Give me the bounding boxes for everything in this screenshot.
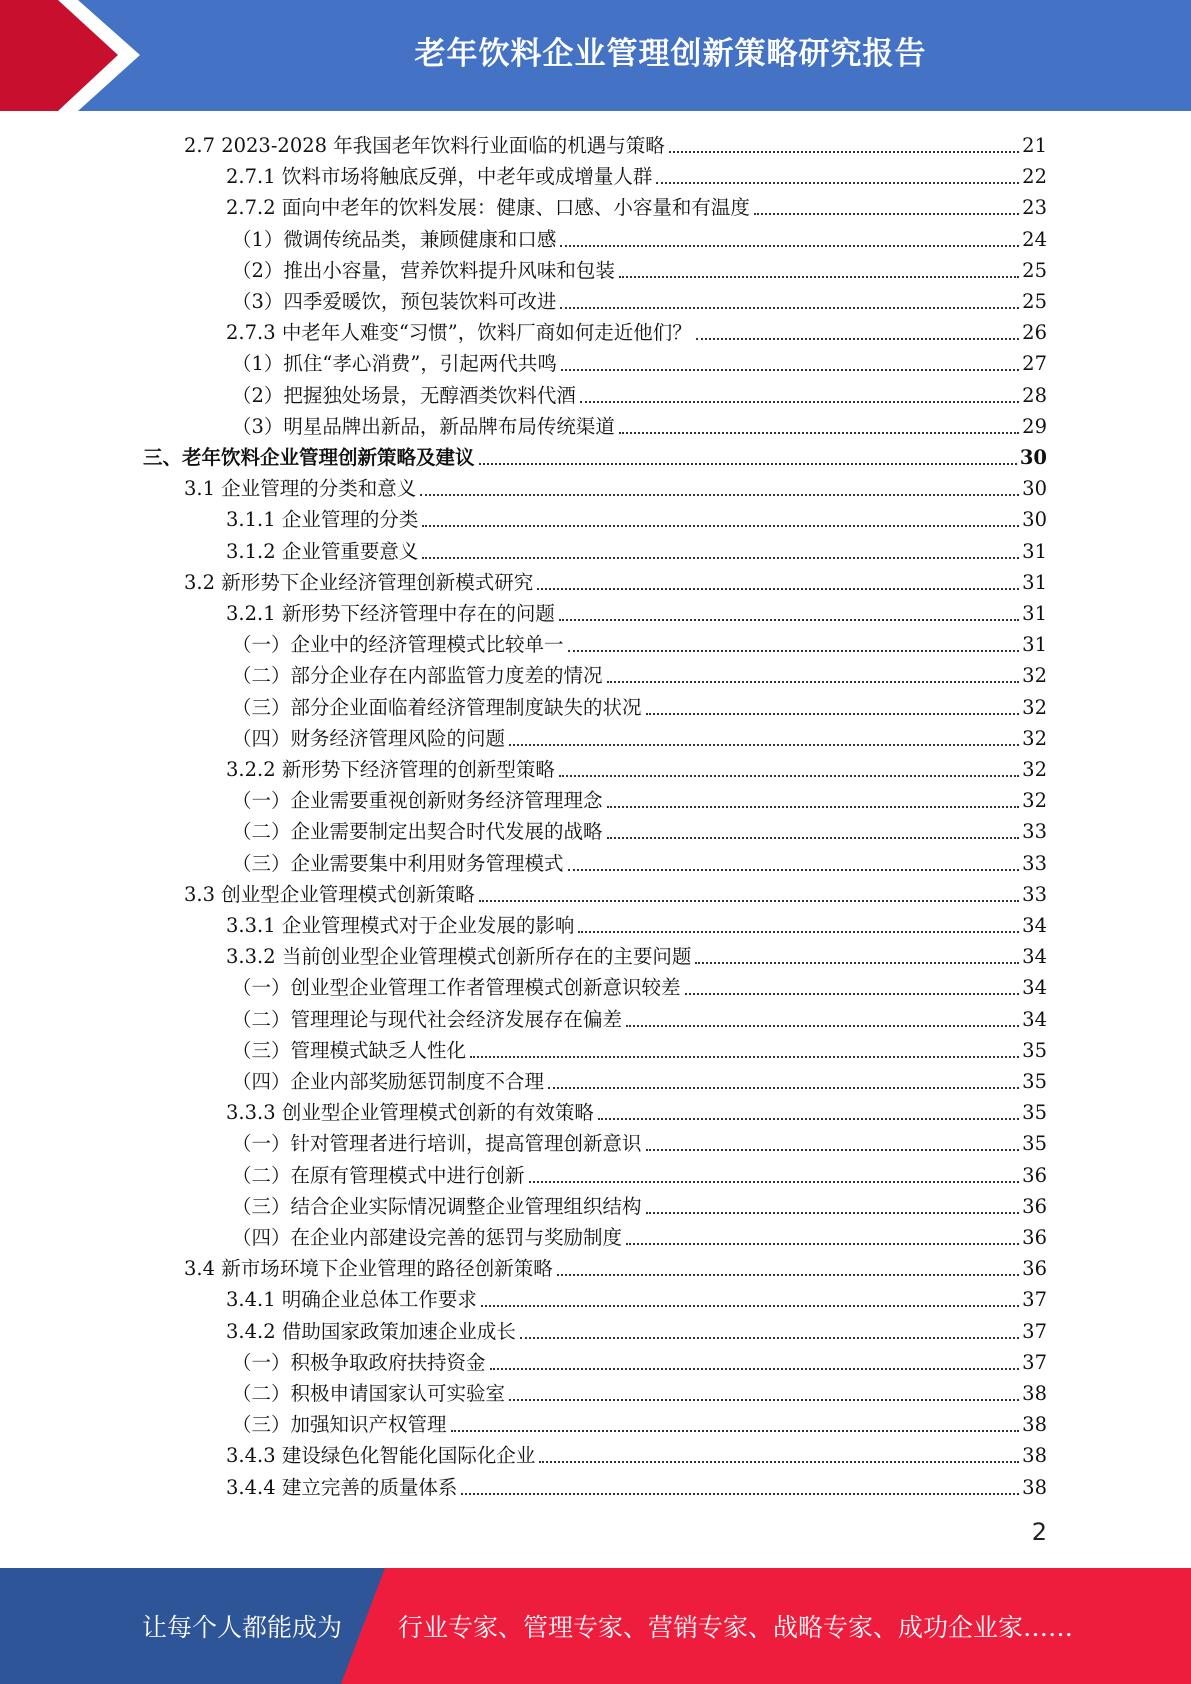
toc-entry[interactable] [232, 627, 1047, 658]
toc-entry[interactable] [232, 284, 1047, 315]
toc-entry-page: 25 [1022, 290, 1047, 313]
toc-entry-title: （3）四季爱暖饮，预包装饮料可改进 [232, 290, 557, 313]
toc-entry-title: （二）企业需要制定出契合时代发展的战略 [232, 820, 603, 844]
toc-leader-dots [685, 992, 1020, 995]
toc-entry-page: 32 [1022, 664, 1047, 688]
toc-entry[interactable] [232, 1376, 1047, 1407]
toc-entry-title: （3）明星品牌出新品，新品牌布局传统渠道 [232, 414, 615, 438]
toc-leader-dots [607, 836, 1020, 839]
toc-entry-page: 23 [1022, 196, 1047, 220]
toc-entry-title: （二）在原有管理模式中进行创新 [232, 1163, 525, 1187]
toc-entry[interactable] [143, 440, 1047, 471]
toc-leader-dots [626, 1242, 1019, 1245]
toc-entry-page: 37 [1022, 1288, 1047, 1312]
toc-entry-title: 3.1.1 企业管理的分类 [226, 508, 419, 532]
toc-leader-dots [568, 868, 1020, 871]
toc-leader-dots [646, 1211, 1020, 1214]
toc-entry-page: 22 [1022, 165, 1047, 189]
toc-entry-page: 35 [1022, 1070, 1047, 1093]
toc-entry-title: （三）企业需要集中利用财务管理模式 [232, 851, 564, 875]
toc-entry-page: 33 [1022, 820, 1047, 844]
toc-entry[interactable] [226, 315, 1047, 346]
toc-entry-title: （一）企业需要重视创新财务经济管理理念 [232, 789, 603, 813]
toc-entry[interactable] [226, 1438, 1047, 1469]
toc-entry-title: （一）积极争取政府扶持资金 [232, 1350, 486, 1374]
toc-leader-dots [481, 1304, 1019, 1307]
toc-entry-title: （四）企业内部奖励惩罚制度不合理 [232, 1070, 545, 1093]
toc-entry[interactable] [226, 939, 1047, 970]
toc-leader-dots [578, 930, 1019, 933]
toc-leader-dots [422, 556, 1019, 559]
toc-entry-title: 3.2.1 新形势下经济管理中存在的问题 [226, 602, 555, 625]
toc-entry[interactable] [232, 970, 1047, 1001]
toc-entry-title: （三）加强知识产权管理 [232, 1413, 447, 1437]
toc-leader-dots [490, 1367, 1020, 1370]
toc-entry[interactable] [226, 159, 1047, 190]
toc-entry-title: 3.3.1 企业管理模式对于企业发展的影响 [226, 914, 575, 937]
toc-entry[interactable] [232, 1220, 1047, 1251]
toc-entry-page: 32 [1022, 695, 1047, 719]
toc-entry[interactable] [184, 877, 1047, 908]
toc-entry[interactable] [232, 1126, 1047, 1157]
toc-leader-dots [607, 680, 1020, 683]
toc-entry[interactable] [226, 908, 1047, 939]
toc-entry-title: 3.3.3 创业型企业管理模式创新的有效策略 [226, 1101, 594, 1125]
toc-leader-dots [422, 524, 1019, 527]
toc-entry-title: （2）推出小容量，营养饮料提升风味和包装 [232, 258, 615, 282]
toc-leader-dots [548, 1086, 1019, 1089]
toc-entry[interactable] [232, 783, 1047, 814]
toc-entry[interactable] [232, 409, 1047, 440]
toc-entry-title: （二）管理理论与现代社会经济发展存在偏差 [232, 1007, 623, 1031]
toc-leader-dots [598, 1117, 1019, 1120]
toc-entry-page: 34 [1022, 914, 1047, 937]
toc-leader-dots [479, 462, 1017, 465]
toc-entry[interactable] [226, 752, 1047, 783]
toc-entry[interactable] [232, 690, 1047, 721]
toc-entry-title: 3.4.2 借助国家政策加速企业成长 [226, 1319, 516, 1343]
toc-entry-title: 3.4 新市场环境下企业管理的路径创新策略 [184, 1257, 553, 1281]
toc-entry[interactable] [232, 1002, 1047, 1033]
toc-entry-page: 28 [1022, 383, 1047, 407]
toc-entry-page: 32 [1022, 758, 1047, 781]
toc-leader-dots [646, 1148, 1020, 1151]
toc-entry-title: 3.4.1 明确企业总体工作要求 [226, 1288, 477, 1312]
toc-entry-title: （一）企业中的经济管理模式比较单一 [232, 633, 564, 657]
toc-entry-page: 34 [1022, 945, 1047, 969]
toc-entry[interactable] [232, 1345, 1047, 1376]
toc-entry-page: 36 [1022, 1226, 1047, 1249]
footer-slogan-right: 行业专家、管理专家、营销专家、战略专家、成功企业家…… [398, 1613, 1074, 1642]
toc-entry[interactable] [232, 1033, 1047, 1064]
toc-entry-page: 35 [1022, 1101, 1047, 1125]
toc-entry[interactable] [184, 471, 1047, 502]
toc-entry-page: 36 [1022, 1194, 1047, 1218]
toc-entry-title: 3.2.2 新形势下经济管理的创新型策略 [226, 758, 555, 781]
toc-entry-title: （一）针对管理者进行培训，提高管理创新意识 [232, 1132, 642, 1156]
toc-entry-page: 33 [1022, 882, 1047, 906]
toc-entry-page: 38 [1022, 1475, 1047, 1499]
toc-leader-dots [669, 150, 1019, 153]
toc-entry-title: 3.3 创业型企业管理模式创新策略 [184, 882, 475, 906]
toc-entry[interactable] [232, 222, 1047, 253]
toc-leader-dots [537, 587, 1019, 590]
toc-entry-page: 36 [1022, 1163, 1047, 1187]
toc-entry-title: （三）结合企业实际情况调整企业管理组织结构 [232, 1194, 642, 1218]
toc-entry-title: 2.7.1 饮料市场将触底反弹，中老年或成增量人群 [226, 165, 653, 189]
toc-entry[interactable] [232, 253, 1047, 284]
toc-leader-dots [754, 212, 1019, 215]
toc-entry-title: 3.1 企业管理的分类和意义 [184, 477, 417, 501]
toc-entry[interactable] [232, 378, 1047, 409]
toc-leader-dots [529, 1180, 1020, 1183]
toc-entry-title: 2.7 2023-2028 年我国老年饮料行业面临的机遇与策略 [184, 134, 665, 157]
toc-entry-title: （1）微调传统品类，兼顾健康和口感 [232, 227, 557, 251]
toc-leader-dots [509, 743, 1019, 746]
toc-entry-page: 27 [1022, 352, 1047, 376]
toc-entry[interactable] [232, 1407, 1047, 1438]
toc-entry[interactable] [226, 502, 1047, 533]
toc-leader-dots [656, 181, 1019, 184]
toc-leader-dots [619, 275, 1019, 278]
toc-entry-title: （2）把握独处场景，无醇酒类饮料代酒 [232, 383, 576, 407]
toc-leader-dots [479, 899, 1019, 902]
toc-entry-page: 24 [1022, 227, 1047, 251]
toc-entry-page: 34 [1022, 1007, 1047, 1031]
toc-entry-title: （四）财务经济管理风险的问题 [232, 726, 506, 750]
toc-entry-page: 29 [1022, 414, 1047, 438]
toc-entry[interactable] [232, 846, 1047, 877]
toc-leader-dots [561, 368, 1019, 371]
toc-entry-title: （三）管理模式缺乏人性化 [232, 1038, 467, 1062]
toc-entry[interactable] [226, 1470, 1047, 1501]
toc-entry-page: 34 [1022, 976, 1047, 1000]
page-footer [0, 1568, 1191, 1684]
toc-entry-page: 26 [1022, 321, 1047, 345]
toc-entry-title: 2.7.2 面向中老年的饮料发展：健康、口感、小容量和有温度 [226, 196, 750, 220]
toc-entry-page: 31 [1022, 539, 1047, 563]
toc-entry-page: 37 [1022, 1319, 1047, 1343]
toc-entry-page: 32 [1022, 789, 1047, 813]
toc-entry-title: 3.3.2 当前创业型企业管理模式创新所存在的主要问题 [226, 945, 692, 969]
toc-entry[interactable] [184, 565, 1047, 596]
toc-entry[interactable] [226, 1314, 1047, 1345]
toc-entry-page: 31 [1022, 602, 1047, 625]
toc-leader-dots [626, 1024, 1019, 1027]
toc-leader-dots [568, 649, 1020, 652]
toc-entry-title: 3.4.3 建设绿色化智能化国际化企业 [226, 1444, 536, 1468]
page-header [0, 0, 1191, 111]
toc-entry-page: 35 [1022, 1038, 1047, 1062]
toc-entry-title: （三）部分企业面临着经济管理制度缺失的状况 [232, 695, 642, 719]
toc-entry-title: 3.1.2 企业管重要意义 [226, 539, 419, 563]
toc-entry[interactable] [226, 1095, 1047, 1126]
toc-entry[interactable] [184, 1251, 1047, 1282]
toc-leader-dots [559, 774, 1019, 777]
toc-entry[interactable] [232, 346, 1047, 377]
toc-entry-page: 31 [1022, 570, 1047, 594]
toc-entry[interactable] [184, 128, 1047, 159]
toc-entry[interactable] [226, 190, 1047, 221]
toc-leader-dots [695, 961, 1019, 964]
toc-leader-dots [557, 1273, 1019, 1276]
toc-leader-dots [646, 712, 1020, 715]
toc-leader-dots [451, 1429, 1020, 1432]
toc-leader-dots [461, 1492, 1019, 1495]
toc-entry[interactable] [232, 1158, 1047, 1189]
toc-leader-dots [560, 306, 1019, 309]
footer-slogan-left: 让每个人都能成为 [142, 1613, 343, 1642]
toc-leader-dots [470, 1055, 1019, 1058]
toc-entry-title: （二）积极申请国家认可实验室 [232, 1382, 506, 1405]
toc-entry-page: 35 [1022, 1132, 1047, 1156]
toc-entry[interactable] [232, 1189, 1047, 1220]
toc-entry-page: 30 [1022, 477, 1047, 501]
toc-entry[interactable] [226, 596, 1047, 627]
toc-leader-dots [520, 1336, 1019, 1339]
toc-entry-title: （四）在企业内部建设完善的惩罚与奖励制度 [232, 1226, 623, 1249]
toc-entry-page: 32 [1022, 726, 1047, 750]
toc-entry-page: 36 [1022, 1257, 1047, 1281]
toc-entry-title: 3.4.4 建立完善的质量体系 [226, 1475, 458, 1499]
report-title: 老年饮料企业管理创新策略研究报告 [414, 35, 927, 72]
toc-entry-title: （二）部分企业存在内部监管力度差的情况 [232, 664, 603, 688]
toc-leader-dots [696, 337, 1019, 340]
toc-leader-dots [560, 244, 1019, 247]
toc-entry-title: （一）创业型企业管理工作者管理模式创新意识较差 [232, 976, 681, 1000]
toc-leader-dots [559, 618, 1019, 621]
toc-entry[interactable] [226, 534, 1047, 565]
toc-leader-dots [539, 1460, 1019, 1463]
toc-entry-page: 33 [1022, 851, 1047, 875]
toc-entry[interactable] [226, 1282, 1047, 1313]
toc-leader-dots [509, 1398, 1019, 1401]
toc-entry[interactable] [232, 721, 1047, 752]
toc-entry-page: 38 [1022, 1382, 1047, 1405]
toc-entry-page: 37 [1022, 1350, 1047, 1374]
toc-entry[interactable] [232, 658, 1047, 689]
toc-leader-dots [607, 805, 1020, 808]
toc-leader-dots [619, 431, 1019, 434]
toc-entry[interactable] [232, 814, 1047, 845]
toc-leader-dots [580, 400, 1019, 403]
toc-entry-page: 25 [1022, 258, 1047, 282]
toc-entry[interactable] [232, 1064, 1047, 1095]
toc-entry-page: 30 [1022, 508, 1047, 532]
toc-entry-page: 38 [1022, 1413, 1047, 1437]
toc-entry-title: 2.7.3 中老年人难变“习惯”，饮料厂商如何走近他们？ [226, 321, 692, 345]
toc-entry-page: 30 [1019, 446, 1047, 469]
toc-entry-title: （1）抓住“孝心消费”，引起两代共鸣 [232, 352, 557, 376]
toc-entry-page: 21 [1022, 134, 1047, 157]
toc-entry-title: 三、老年饮料企业管理创新策略及建议 [143, 446, 475, 469]
chevron-arrow-icon [0, 0, 160, 111]
toc-entry-page: 31 [1022, 633, 1047, 657]
toc-entry-title: 3.2 新形势下企业经济管理创新模式研究 [184, 570, 534, 594]
toc-entry-page: 38 [1022, 1444, 1047, 1468]
page-number: 2 [1031, 1518, 1047, 1546]
toc-leader-dots [420, 493, 1019, 496]
